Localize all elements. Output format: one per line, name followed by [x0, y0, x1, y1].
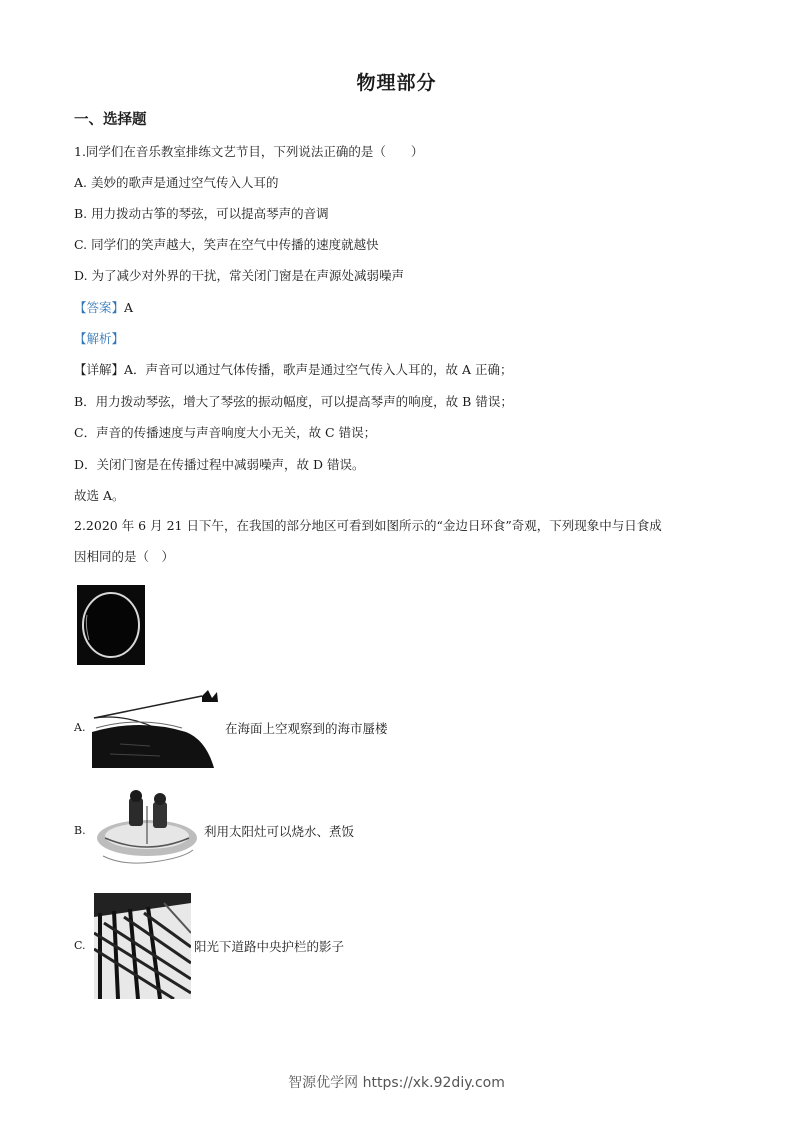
q2-option-a-label: A. — [74, 721, 86, 734]
analysis-tag: 【解析】 — [74, 331, 125, 346]
answer-value: A — [124, 300, 134, 315]
q2-stem-line2: 因相同的是（ ） — [74, 549, 175, 564]
solar-cooker-image — [93, 786, 201, 872]
q2-option-c-text: 阳光下道路中央护栏的影子 — [194, 939, 345, 954]
eclipse-image — [77, 585, 145, 665]
q2-stem-line1: 2.2020 年 6 月 21 日下午，在我国的部分地区可看到如图所示的“金边日环食”奇观，下列现象中与日食成 — [74, 518, 662, 533]
detail-line-5: 故选 A。 — [74, 488, 125, 503]
q2-option-c-label: C. — [74, 939, 86, 952]
q1-stem: 1.同学们在音乐教室排练文艺节目，下列说法正确的是（ ） — [74, 144, 424, 159]
q2-option-a-text: 在海面上空观察到的海市蜃楼 — [225, 721, 388, 736]
q2-option-b-text: 利用太阳灶可以烧水、煮饭 — [204, 824, 355, 839]
section-heading: 一、选择题 — [74, 112, 147, 128]
q2-option-b-label: B. — [74, 824, 86, 837]
answer-tag: 【答案】 — [74, 300, 125, 315]
footer-watermark: 智源优学网 https://xk.92diy.com — [288, 1075, 505, 1091]
detail-line-1: 【详解】A．声音可以通过气体传播，歌声是通过空气传入人耳的，故 A 正确； — [74, 362, 513, 377]
q1-option-d: D. 为了减少对外界的干扰，常关闭门窗是在声源处减弱噪声 — [74, 268, 405, 283]
detail-line-2: B．用力拨动琴弦，增大了琴弦的振动幅度，可以提高琴声的响度，故 B 错误； — [74, 394, 513, 409]
q1-option-b: B. 用力拨动古筝的琴弦，可以提高琴声的音调 — [74, 206, 329, 221]
page-title: 物理部分 — [356, 72, 437, 94]
q1-option-c: C. 同学们的笑声越大，笑声在空气中传播的速度就越快 — [74, 237, 379, 252]
q1-answer-line — [74, 298, 133, 316]
guardrail-shadow-image — [94, 893, 191, 999]
mirage-image — [90, 688, 220, 772]
q1-option-a: A. 美妙的歌声是通过空气传入人耳的 — [74, 175, 279, 190]
detail-line-4: D．关闭门窗是在传播过程中减弱噪声，故 D 错误。 — [74, 457, 365, 472]
detail-line-3: C．声音的传播速度与声音响度大小无关，故 C 错误； — [74, 425, 377, 440]
